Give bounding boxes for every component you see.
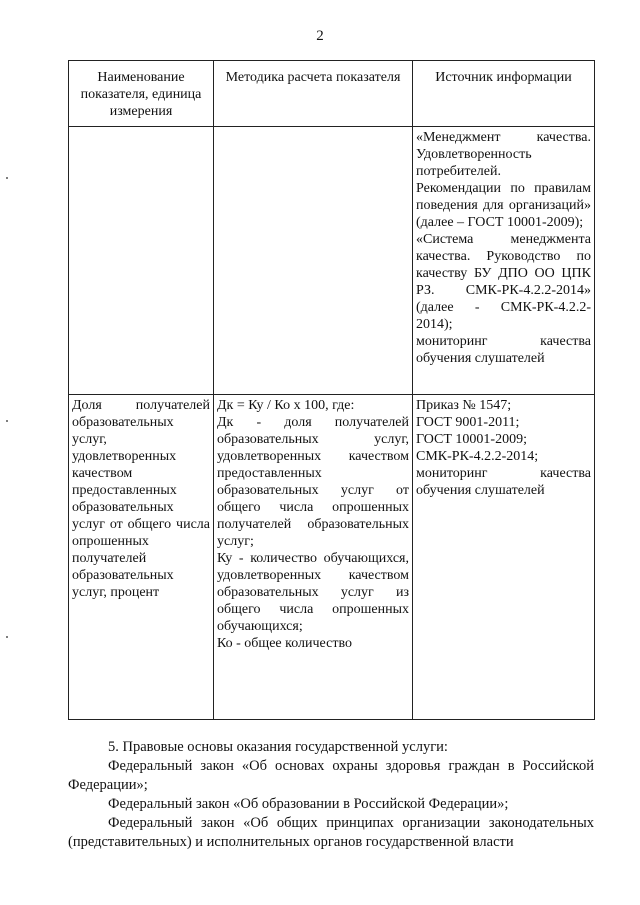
margin-mark — [6, 177, 8, 179]
header-calc-method: Методика расчета показателя — [214, 61, 413, 127]
row1-method-cell — [214, 127, 413, 395]
source-line: СМК-РК-4.2.2-2014; — [416, 449, 539, 464]
source-line: «Система менеджмента качества. Руководство по качеству БУ ДПО ОО ЦПК РЗ. СМК-РК-4.2.2-2014» (далее - СМК-РК-4.2.2-2014); — [416, 232, 591, 332]
row1-indicator-cell — [69, 127, 214, 395]
margin-mark — [6, 420, 8, 422]
page-number: 2 — [316, 28, 324, 44]
table-row — [69, 127, 595, 395]
method-formula: Дк = Ку / Ко х 100, где: — [217, 398, 355, 413]
source-line: ГОСТ 10001-2009; — [416, 432, 527, 447]
method-line: Ко - общее количество — [217, 636, 352, 651]
section-item: Федеральный закон «Об общих принципах организации законодательных (представительных) и исполнительных органов государственной власти — [68, 815, 594, 850]
source-line: мониторинг качества обучения слушателей — [416, 334, 591, 366]
table-header-row — [69, 61, 595, 127]
indicator-table — [68, 60, 595, 720]
method-line: Дк - доля получателей образовательных услуг, удовлетворенных качеством предоставленных образовательных услуг от общего числа опрошенных получателей образовательных услуг; — [217, 415, 409, 549]
source-line: «Менеджмент качества. Удовлетворенность потребителей. — [416, 130, 591, 179]
source-line: Приказ № 1547; — [416, 398, 512, 413]
source-line: ГОСТ 9001-2011; — [416, 415, 520, 430]
section-heading: 5. Правовые основы оказания государственной услуги: — [108, 739, 448, 755]
header-indicator-name: Наименование показателя, единица измерения — [69, 61, 214, 127]
header-info-source: Источник информации — [413, 61, 595, 127]
row2-source-cell — [413, 395, 595, 720]
section-item: Федеральный закон «Об образовании в Российской Федерации»; — [108, 796, 509, 812]
section-item: Федеральный закон «Об основах охраны здоровья граждан в Российской Федерации»; — [68, 758, 594, 793]
row2-method-cell — [214, 395, 413, 720]
method-line: Ку - количество обучающихся, удовлетворенных качеством образовательных услуг из общего числа опрошенных обучающихся; — [217, 551, 409, 634]
legal-basis-section — [68, 738, 594, 852]
source-line: мониторинг качества обучения слушателей — [416, 466, 591, 498]
row1-source-cell — [413, 127, 595, 395]
row2-indicator-cell: Доля получателей образовательных услуг, удовлетворенных качеством предоставленных образовательных услуг от общего числа опрошенных получателей образовательных услуг, процент — [69, 395, 214, 720]
source-line: Рекомендации по правилам поведения для организаций» (далее – ГОСТ 10001-2009); — [416, 181, 591, 230]
margin-mark — [6, 636, 8, 638]
table-row — [69, 395, 595, 720]
